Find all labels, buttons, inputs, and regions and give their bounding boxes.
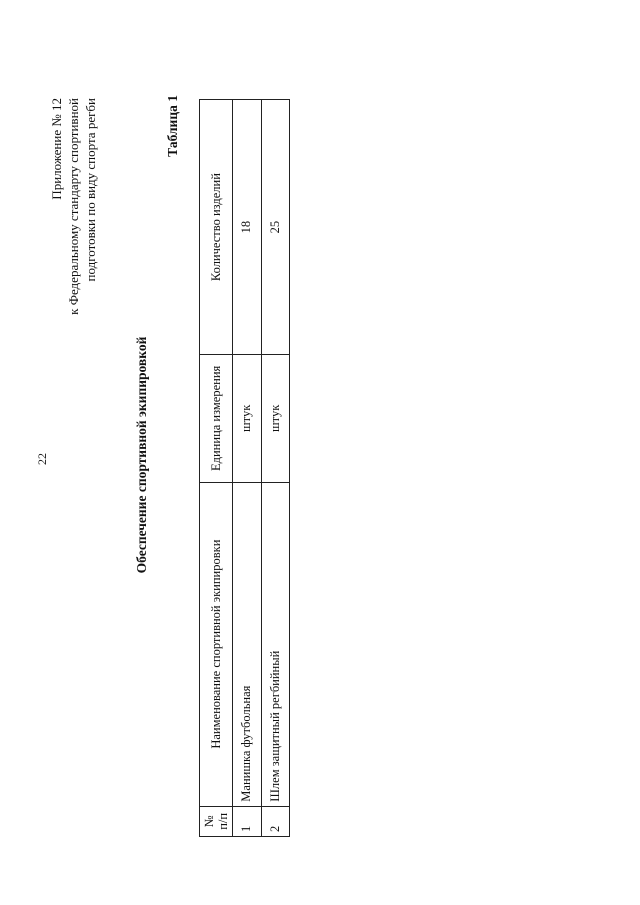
header-number (200, 806, 233, 836)
row-unit: штук (261, 355, 290, 482)
row-name: Шлем защитный регбийный (261, 482, 290, 806)
header-quantity: Количество изделий (200, 100, 233, 355)
equipment-table (199, 99, 290, 837)
table-row (233, 100, 262, 837)
header-unit: Единица измерения (200, 355, 233, 482)
appendix-line-3: подготовки по виду спорта регби (83, 98, 98, 282)
document-title: Обеспечение спортивной экипировкой (134, 336, 149, 574)
row-number: 2 (261, 806, 290, 836)
appendix-line-2: к Федеральному стандарту спортивной (66, 98, 81, 315)
header-name: Наименование спортивной экипировки (200, 482, 233, 806)
row-quantity: 18 (233, 100, 262, 355)
row-number: 1 (233, 806, 262, 836)
appendix-note (48, 98, 99, 315)
row-unit: штук (233, 355, 262, 482)
row-name: Манишка футбольная (233, 482, 262, 806)
header-number-line-1: № (202, 815, 216, 828)
appendix-line-1: Приложение № 12 (49, 98, 64, 200)
page-number: 22 (35, 453, 49, 465)
table-header-row (200, 100, 233, 837)
table-row (261, 100, 290, 837)
row-quantity: 25 (261, 100, 290, 355)
table-label: Таблица 1 (165, 95, 180, 157)
header-number-line-2: п/п (216, 812, 230, 830)
